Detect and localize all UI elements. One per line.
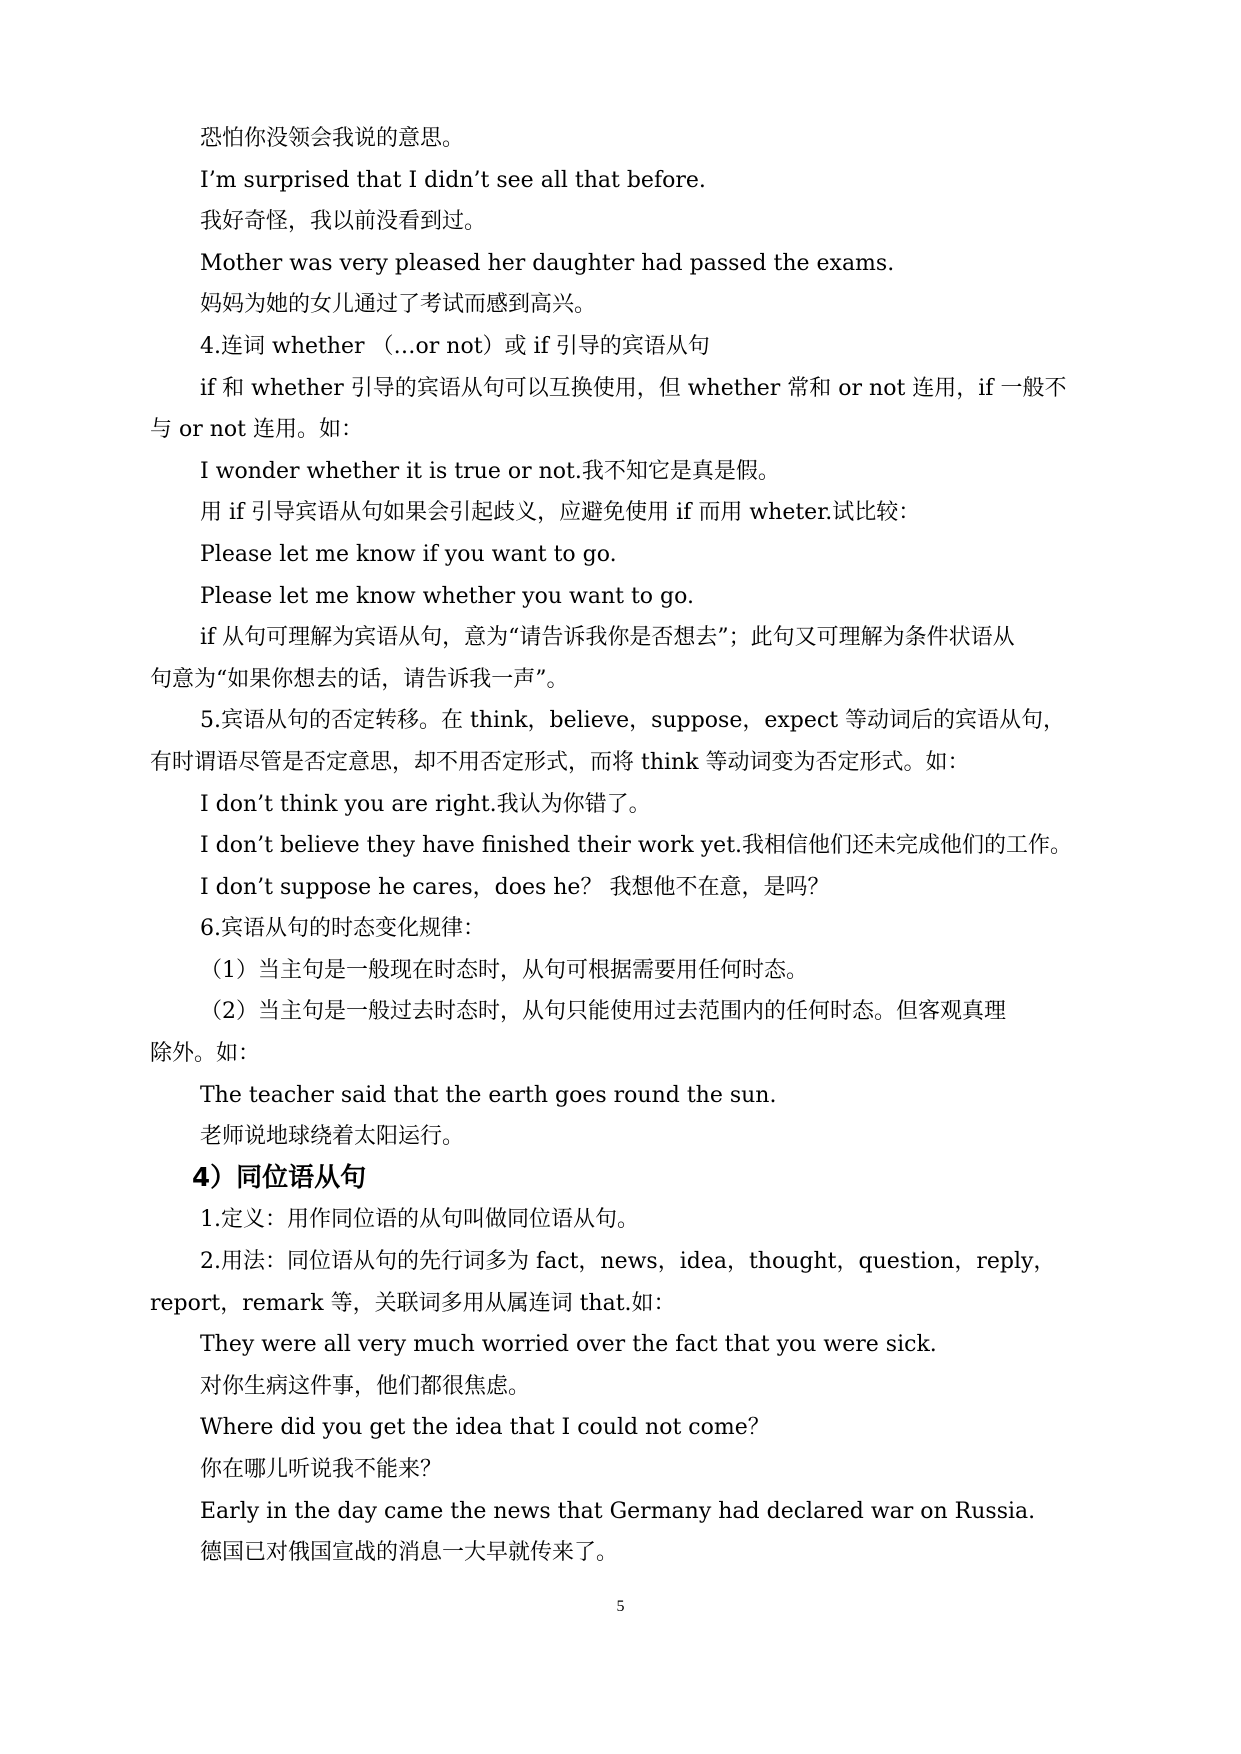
text-line: 2.用法：同位语从句的先行词多为 fact，news，idea，thought，question，reply， (200, 1249, 1056, 1275)
text-line: Please let me know whether you want to go. (200, 583, 694, 609)
text-line: The teacher said that the earth goes round the sun. (200, 1082, 777, 1108)
section-heading: 4）同位语从句 (192, 1162, 367, 1193)
text-line: 4.连词 whether （…or not）或 if 引导的宾语从句 (200, 333, 710, 359)
text-line: 有时谓语尽管是否定意思，却不用否定形式，而将 think 等动词变为否定形式。如： (150, 749, 970, 775)
text-line: I wonder whether it is true or not.我不知它是真是假。 (200, 458, 780, 484)
text-line: if 和 whether 引导的宾语从句可以互换使用，但 whether 常和 or not 连用，if 一般不 (200, 375, 1067, 401)
text-line: if 从句可理解为宾语从句，意为“请告诉我你是否想去”；此句又可理解为条件状语从 (200, 625, 1015, 651)
text-line: 5.宾语从句的否定转移。在 think，believe，suppose，expect 等动词后的宾语从句， (200, 708, 1066, 734)
page-number: 5 (616, 1598, 625, 1615)
text-line: They were all very much worried over the fact that you were sick. (200, 1332, 937, 1358)
text-line: 与 or not 连用。如： (150, 417, 363, 443)
text-line: I don’t suppose he cares，does he？ 我想他不在意，是吗？ (200, 874, 830, 900)
text-line: 你在哪儿听说我不能来？ (200, 1457, 443, 1482)
text-line: 妈妈为她的女儿通过了考试而感到高兴。 (200, 292, 597, 318)
text-line: 用 if 引导宾语从句如果会引起歧义，应避免使用 if 而用 wheter.试比较： (200, 500, 921, 526)
text-line: I’m surprised that I didn’t see all that before. (200, 167, 706, 193)
text-line: 德国已对俄国宣战的消息一大早就传来了。 (200, 1540, 619, 1566)
text-line: 我好奇怪，我以前没看到过。 (200, 209, 487, 235)
text-line: I don’t believe they have finished their work yet.我相信他们还未完成他们的工作。 (200, 833, 1073, 859)
text-line: 老师说地球绕着太阳运行。 (200, 1124, 465, 1150)
text-line: 除外。如： (150, 1041, 261, 1067)
text-line: 6.宾语从句的时态变化规律： (200, 916, 485, 942)
text-line: 句意为“如果你想去的话，请告诉我一声”。 (150, 666, 569, 692)
text-line: 对你生病这件事，他们都很焦虑。 (200, 1373, 531, 1399)
text-line: 1.定义：用作同位语的从句叫做同位语从句。 (200, 1207, 639, 1233)
text-line: Early in the day came the news that Germany had declared war on Russia. (200, 1498, 1036, 1524)
text-line: Please let me know if you want to go. (200, 541, 617, 567)
page-body (150, 118, 1110, 1574)
text-line: Mother was very pleased her daughter had passed the exams. (200, 250, 895, 276)
text-line: I don’t think you are right.我认为你错了。 (200, 791, 651, 817)
text-line: （1）当主句是一般现在时态时，从句可根据需要用任何时态。 (200, 957, 808, 983)
text-line: report，remark 等，关联词多用从属连词 that.如： (150, 1290, 676, 1316)
text-line: 恐怕你没领会我说的意思。 (200, 126, 465, 151)
text-line: Where did you get the idea that I could not come？ (200, 1415, 770, 1441)
text-line: （2）当主句是一般过去时态时，从句只能使用过去范围内的任何时态。但客观真理 (200, 999, 1006, 1025)
